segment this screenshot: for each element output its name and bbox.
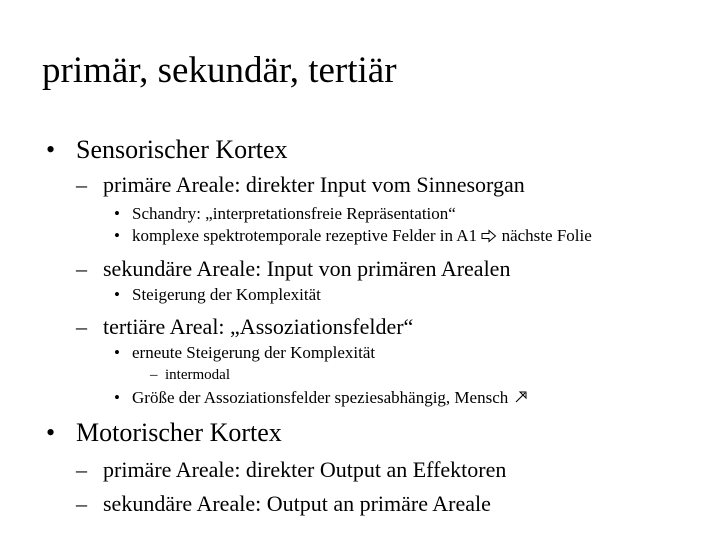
dash-marker: – xyxy=(76,256,87,281)
bullet-size-assoc xyxy=(114,388,529,410)
bullet-text: sekundäre Areale: Output an primäre Areale xyxy=(103,491,491,516)
bullet-motor-primary xyxy=(76,457,506,483)
bullet-text: primäre Areale: direkter Output an Effektoren xyxy=(103,457,507,482)
bullet-marker: • xyxy=(46,135,56,164)
right-arrow-icon xyxy=(481,228,497,248)
bullet-text: primäre Areale: direkter Input vom Sinnesorgan xyxy=(103,172,525,197)
bullet-text: tertiäre Areal: „Assoziationsfelder“ xyxy=(103,314,414,339)
dash-marker: – xyxy=(76,491,87,516)
bullet-marker: • xyxy=(114,204,120,223)
bullet-text: erneute Steigerung der Komplexität xyxy=(132,343,376,362)
dash-marker: – xyxy=(150,367,158,383)
bullet-complex-fields xyxy=(114,226,592,248)
bullet-renewed-complexity xyxy=(114,343,375,363)
bullet-marker: • xyxy=(46,418,56,447)
bullet-motor-cortex xyxy=(46,418,282,448)
bullet-tertiary-area xyxy=(76,314,413,340)
bullet-text: intermodal xyxy=(165,367,230,383)
bullet-text: Sensorischer Kortex xyxy=(76,135,288,164)
bullet-text: Steigerung der Komplexität xyxy=(132,285,321,304)
bullet-secondary-areas xyxy=(76,256,510,282)
bullet-marker: • xyxy=(114,388,120,407)
bullet-intermodal xyxy=(150,366,230,384)
dash-marker: – xyxy=(76,314,87,339)
slide-title: primär, sekundär, tertiär xyxy=(42,50,397,91)
bullet-primary-areas xyxy=(76,172,525,198)
next-slide-text: nächste Folie xyxy=(501,226,592,245)
bullet-motor-secondary xyxy=(76,491,491,517)
bullet-text: Schandry: „interpretationsfreie Repräsentation“ xyxy=(132,204,456,223)
dash-marker: – xyxy=(76,172,87,197)
bullet-text: sekundäre Areale: Input von primären Arealen xyxy=(103,256,511,281)
bullet-text: komplexe spektrotemporale rezeptive Felder in A1 xyxy=(132,226,478,245)
up-right-arrow-icon xyxy=(513,389,529,410)
bullet-text: Motorischer Kortex xyxy=(76,418,282,447)
bullet-marker: • xyxy=(114,343,120,362)
bullet-marker: • xyxy=(114,226,120,245)
bullet-schandry xyxy=(114,204,456,224)
bullet-complexity-increase xyxy=(114,285,321,305)
bullet-marker: • xyxy=(114,285,120,304)
bullet-sensory-cortex xyxy=(46,135,288,165)
dash-marker: – xyxy=(76,457,87,482)
bullet-text: Größe der Assoziationsfelder speziesabhängig, Mensch xyxy=(132,388,509,407)
